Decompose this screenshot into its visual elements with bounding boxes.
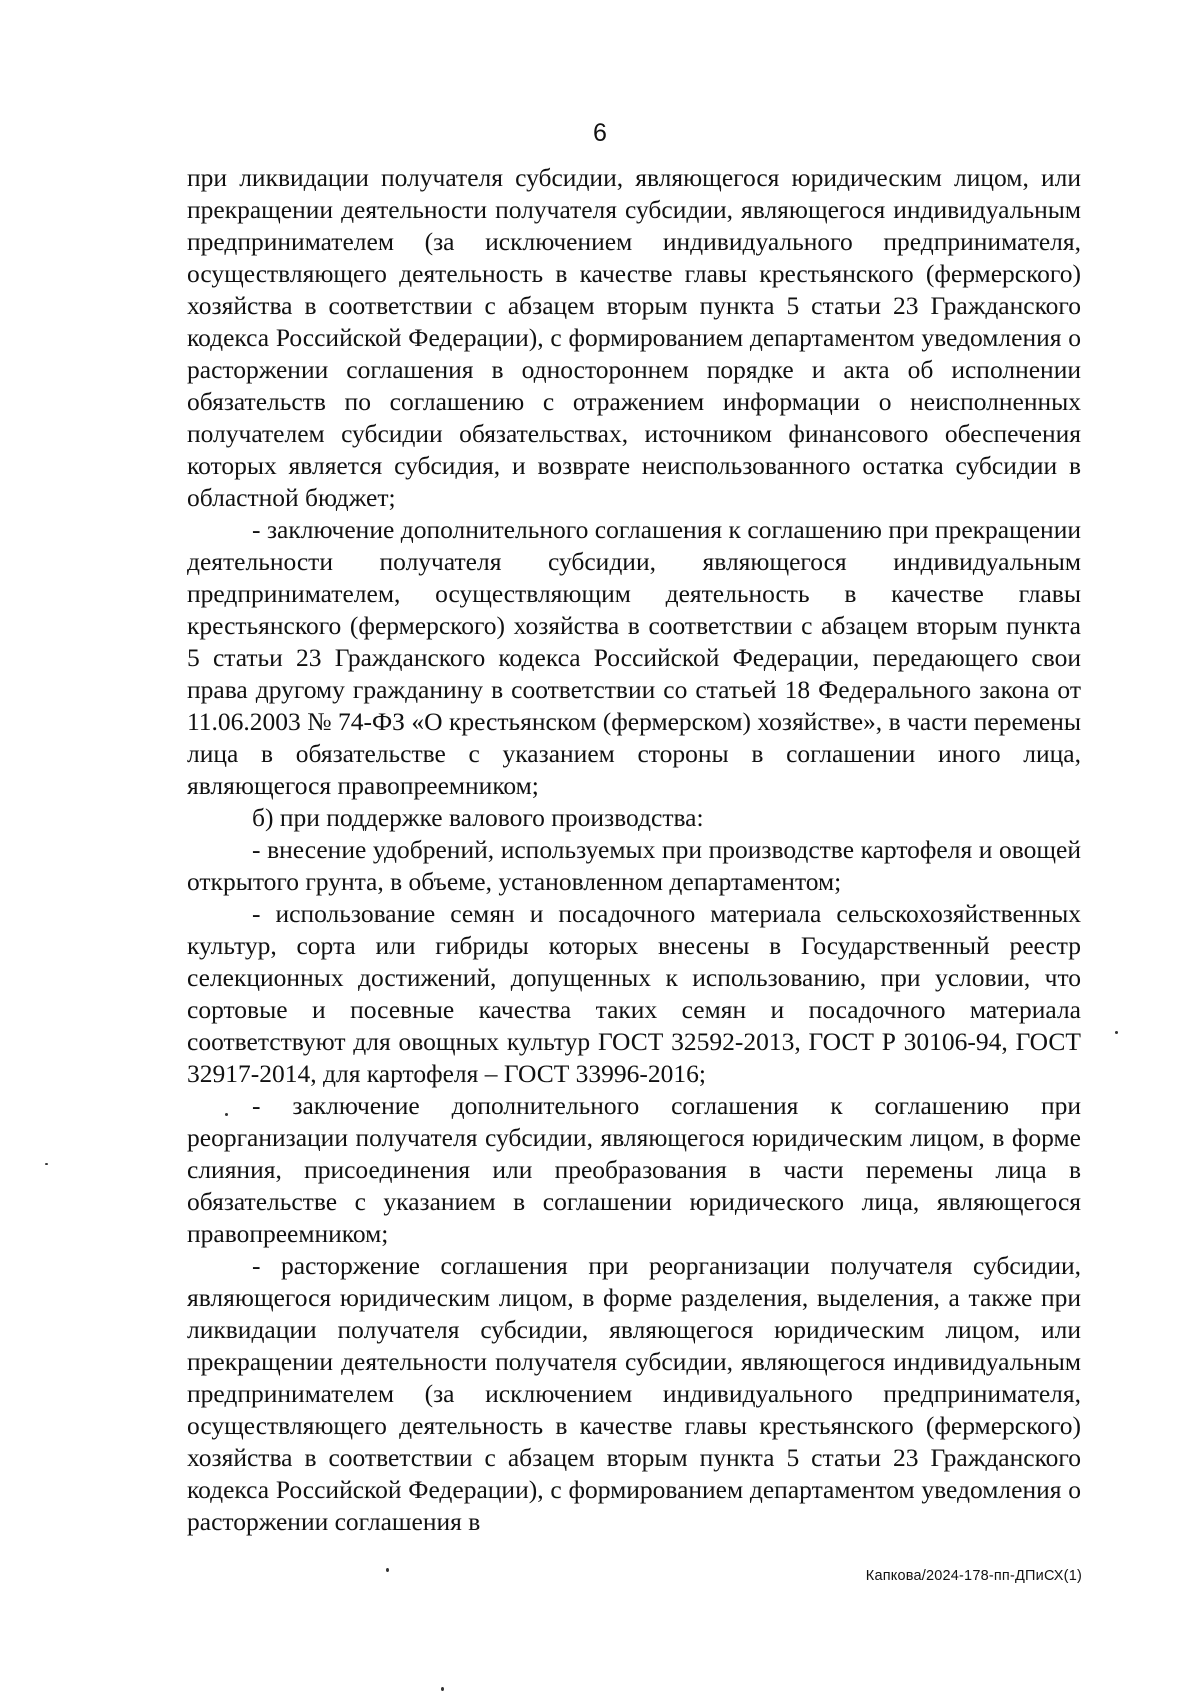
- body-text: [187, 162, 1081, 1538]
- paragraph-termination: - расторжение соглашения при реорганизации получателя субсидии, являющегося юридическим лицом, в форме разделения, выделения, а также при ликвидации получателя субсидии, являющегося юридическим лицом, или прекращении деятельности получателя субсидии, являющегося индивидуальным предпринимателем (за исключением индивидуального предпринимателя, осуществляющего деятельность в качестве главы крестьянского (фермерского) хозяйства в соответствии с абзацем вторым пункта 5 статьи 23 Гражданского кодекса Российской Федерации), с формированием департаментом уведомления о расторжении соглашения в: [187, 1251, 1081, 1536]
- paragraph-seeds: - использование семян и посадочного материала сельскохозяйственных культур, сорта или гибриды которых внесены в Государственный реестр селекционных достижений, допущенных к использованию, при условии, что сортовые и посевные качества таких семян и посадочного материала соответствуют для овощных культур ГОСТ 32592-2013, ГОСТ Р 30106-94, ГОСТ 32917-2014, для картофеля – ГОСТ 33996-2016;: [187, 899, 1081, 1088]
- paragraph-liquidation-continued: при ликвидации получателя субсидии, являющегося юридическим лицом, или прекращении деятельности получателя субсидии, являющегося индивидуальным предпринимателем (за исключением индивидуального предпринимателя, осуществляющего деятельность в качестве главы крестьянского (фермерского) хозяйства в соответствии с абзацем вторым пункта 5 статьи 23 Гражданского кодекса Российской Федерации), с формированием департаментом уведомления о расторжении соглашения в одностороннем порядке и акта об исполнении обязательств по соглашению с отражением информации о неисполненных получателем субсидии обязательствах, источником финансового обеспечения которых является субсидия, и возврате неиспользованного остатка субсидии в областной бюджет;: [187, 163, 1081, 512]
- scan-speck: [386, 1568, 389, 1572]
- paragraph-gross-production-heading: б) при поддержке валового производства:: [252, 803, 704, 832]
- scan-speck: [225, 1113, 228, 1116]
- paragraph-additional-agreement-farm: - заключение дополнительного соглашения к соглашению при прекращении деятельности получателя субсидии, являющегося индивидуальным предпринимателем, осуществляющим деятельность в качестве главы крестьянского (фермерского) хозяйства в соответствии с абзацем вторым пункта 5 статьи 23 Гражданского кодекса Российской Федерации, передающего свои права другому гражданину в соответствии со статьей 18 Федерального закона от 11.06.2003 № 74-ФЗ «О крестьянском (фермерском) хозяйстве», в части перемены лица в обязательстве с указанием стороны в соглашении иного лица, являющегося правопреемником;: [187, 515, 1081, 800]
- scan-speck: [441, 1687, 444, 1691]
- scan-speck: [45, 1163, 48, 1165]
- paragraph-fertilizers: - внесение удобрений, используемых при производстве картофеля и овощей открытого грунта, в объеме, установленном департаментом;: [187, 835, 1081, 896]
- paragraph-additional-agreement-reorganization: - заключение дополнительного соглашения к соглашению при реорганизации получателя субсидии, являющегося юридическим лицом, в форме слияния, присоединения или преобразования в части перемены лица в обязательстве с указанием в соглашении юридического лица, являющегося правопреемником;: [187, 1091, 1081, 1248]
- scan-speck: [1115, 1031, 1118, 1034]
- document-code: Капкова/2024-178-пп-ДПиСХ(1): [865, 1568, 1082, 1584]
- page-number: 6: [593, 119, 607, 147]
